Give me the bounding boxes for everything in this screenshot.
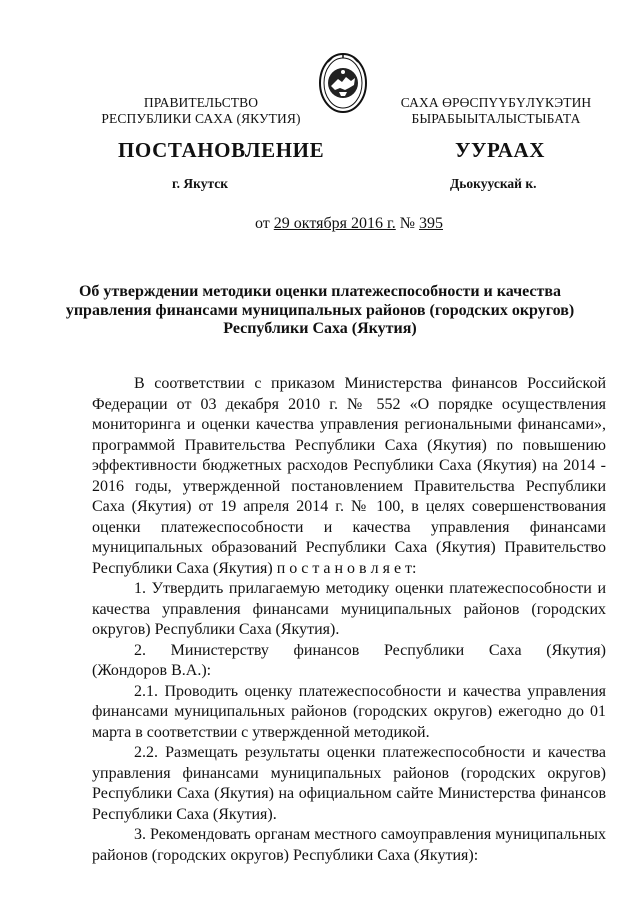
title-line3: Республики Саха (Якутия) — [223, 320, 417, 337]
document-body — [92, 374, 606, 866]
date-prefix: от — [255, 215, 270, 232]
body-paragraph-2: 1. Утвердить прилагаемую методику оценки платежеспособности и качества управления финансами муниципальных районов (городских округов) Республики Саха (Якутия). — [92, 580, 606, 638]
city-yakut: Дьокуускай к. — [450, 176, 537, 191]
body-paragraph-5: 2.2. Размещать результаты оценки платежеспособности и качества управления финансами муниципальных районов (городских округов) Республики Саха (Якутия) на официальном сайте Министерства финансов Республики Саха (Якутия). — [92, 744, 606, 823]
paragraph-1-text: В соответствии с приказом Министерства финансов Российской Федерации от 03 декабря 2010 г. № 552 «О порядке осуществления мониторинга и оценки качества управления региональными финансами», программой Правительства Республики Саха (Якутия) по повышению эффективности бюджетных расходов Республики Саха (Якутия) на 2014 - 2016 годы, утвержденной постановлением Правительства Республики Саха (Якутия) от 19 апреля 2014 г. № 100, в целях совершенствования оценки платежеспособности и качества управления финансами муниципальных образований Республики Саха (Якутия) Правительство Республики Саха (Якутия) — [92, 375, 606, 577]
body-paragraph-4: 2.1. Проводить оценку платежеспособности и качества управления финансами муниципальных районов (городских округов) ежегодно до 01 марта в соответствии с утвержденной методикой. — [92, 682, 606, 741]
government-name-sah-line1: САХА ӨРӨСПҮҮБҮЛҮКЭТИН — [400, 95, 592, 110]
body-paragraph-3: 2. Министерству финансов Республики Саха (Якутия) — [134, 641, 606, 659]
government-name-ru-line2: РЕСПУБЛИКИ САХА (ЯКУТИЯ) — [101, 111, 301, 126]
resolution-word: п о с т а н о в л я е т: — [276, 559, 417, 577]
document-date: 29 октября 2016 г. — [273, 215, 396, 232]
city-russian: г. Якутск — [172, 176, 229, 191]
body-paragraph-1 — [92, 374, 606, 579]
government-name-yakut — [386, 95, 606, 127]
document-title — [60, 283, 580, 339]
doc-type-russian: ПОСТАНОВЛЕНИЕ — [118, 138, 325, 162]
government-name-sah-line2: БЫРАБЫЫТАЛЫСТЫБАТА — [411, 111, 581, 126]
number-sign: № — [399, 215, 416, 232]
coat-of-arms-emblem-icon — [318, 52, 368, 114]
title-line2: управления финансами муниципальных районов (городских округов) — [65, 301, 575, 319]
title-line1: Об утверждении методики оценки платежеспособности и качества — [78, 283, 562, 300]
body-paragraph-6: 3. Рекомендовать органам местного самоуправления муниципальных районов (городских округов) Республики Саха (Якутия): — [92, 826, 606, 864]
date-number-line — [255, 215, 443, 233]
government-name-ru-line1: ПРАВИТЕЛЬСТВО — [143, 95, 259, 110]
document-number: 395 — [419, 215, 444, 232]
government-name-russian — [96, 95, 306, 127]
body-paragraph-3-cont: (Жондоров В.А.): — [92, 662, 212, 679]
doc-type-yakut: УУРААХ — [455, 138, 546, 162]
